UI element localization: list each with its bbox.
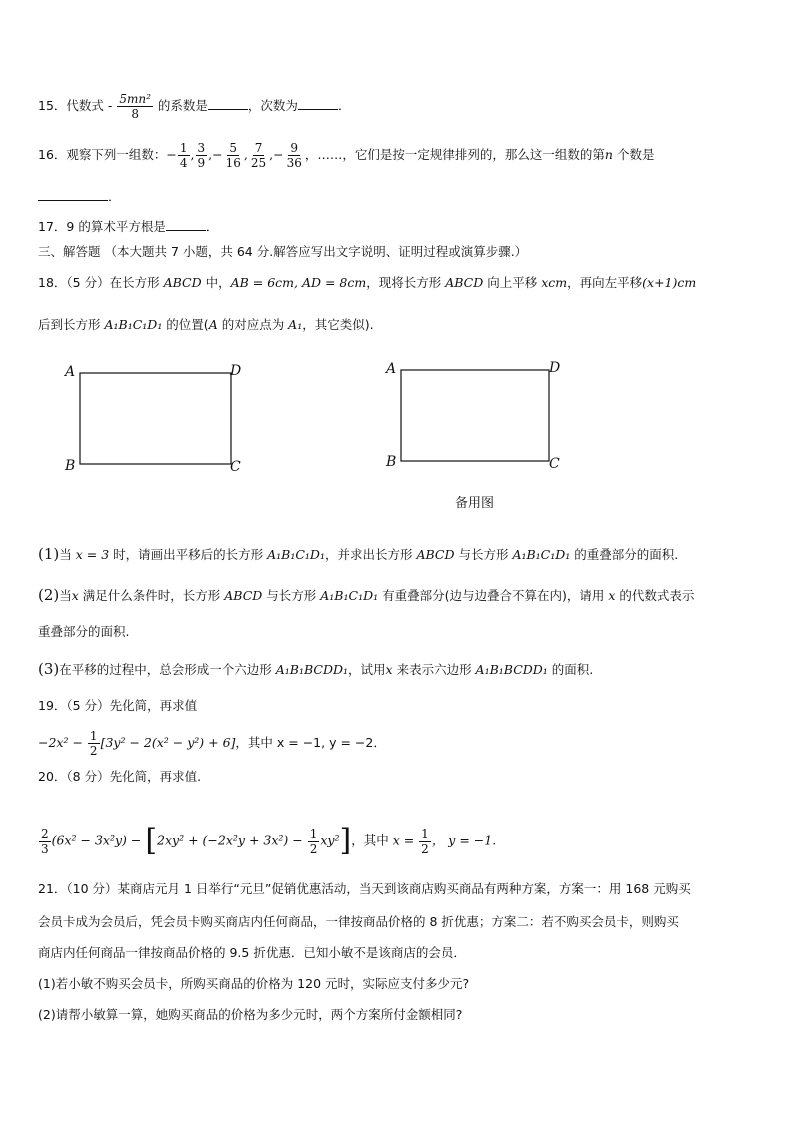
q20-x-value [419, 827, 431, 856]
sub2-text: 当 [59, 588, 72, 603]
question-19-expression [38, 729, 386, 758]
q20-minus: − [126, 832, 146, 848]
sub2-abcd: ABCD [224, 588, 263, 603]
sub1-text: 时，请画出平移后的长方形 [109, 547, 268, 562]
q19-condition: ，其中 x = −1, y = −2 [235, 735, 374, 750]
q15-fraction [117, 92, 153, 121]
q18-point-a1: A₁ [288, 317, 303, 332]
q18-abcd: ABCD [163, 275, 202, 290]
label-a: A [65, 364, 76, 380]
figure-caption: 备用图 [455, 496, 495, 511]
q15-prefix: 15．代数式 - [38, 98, 117, 113]
rectangle-figure-1 [60, 358, 260, 478]
q20-half-num: 1 [309, 826, 318, 841]
q16-n: n [604, 147, 613, 162]
q15-mid2: ，次数为 [247, 98, 298, 113]
q19-half-den: 2 [89, 744, 98, 758]
q18-xcm: xcm [541, 275, 568, 290]
label-a: A [386, 361, 397, 377]
sub3-text: 的面积. [547, 662, 594, 677]
sub3-number: (3) [38, 660, 60, 678]
sub1-condition: x = 3 [75, 547, 110, 562]
q20-coef-den: 3 [41, 841, 49, 856]
q18-sub2 [38, 586, 694, 605]
q19-expr-a: −2x² − [38, 735, 87, 750]
seq-frac-4 [285, 141, 304, 170]
question-20-title: 20．（8 分）先化简，再求值. [38, 769, 202, 784]
question-18-line2 [38, 316, 374, 334]
seq-den: 9 [197, 156, 206, 170]
question-16 [38, 141, 654, 170]
q18-text: 中， [201, 275, 231, 290]
sub1-abcd: ABCD [416, 547, 455, 562]
seq-den: 25 [250, 156, 267, 170]
question-20-expression [38, 823, 497, 858]
q15-blank-degree[interactable] [298, 97, 338, 110]
q15-frac-den: 8 [131, 107, 139, 121]
q19-half-num: 1 [89, 729, 98, 743]
sub3-x: x [385, 662, 393, 677]
q18-text: 后到长方形 [38, 317, 105, 332]
q15-mid: 的系数是 [153, 98, 208, 113]
q15-end: ． [337, 98, 351, 113]
q20-inner-c: xy² [320, 832, 340, 848]
q19-half [88, 729, 100, 758]
seq-frac-1 [196, 141, 208, 170]
q18-abcd: ABCD [445, 275, 484, 290]
rectangle-abcd [401, 370, 549, 461]
q16-suffix2: 个数是 [612, 147, 655, 162]
q20-part2: (−2x²y + 3x²) [202, 832, 289, 848]
q20-inner-b: − [288, 832, 307, 848]
q18-text: 的对应点为 [217, 317, 289, 332]
q18-text: ，再向左平移 [567, 275, 643, 290]
q18-equation: AB = 6cm, AD = 8cm [230, 275, 367, 290]
question-21-line1: 21．（10 分）某商店元月 1 日举行“元旦”促销优惠活动，当天到该商店购买商品有两种方案，方案一：用 168 元购买 [38, 881, 691, 896]
q20-x: x = [392, 832, 419, 848]
q15-blank-coefficient[interactable] [208, 97, 248, 110]
q18-shift: (x+1)cm [642, 275, 697, 290]
seq-sign-0: − [166, 147, 177, 162]
section-heading: 三、解答题 （本大题共 7 小题，共 64 分.解答应写出文字说明、证明过程或演算步骤.） [38, 244, 528, 259]
label-b: B [65, 458, 76, 474]
seq-sign-1: , [190, 147, 195, 162]
question-17 [38, 218, 218, 236]
q17-blank[interactable] [166, 218, 206, 231]
seq-den: 16 [225, 156, 241, 170]
q16-prefix: 16．观察下列一组数： [38, 147, 167, 162]
q20-y: ， y = −1. [431, 832, 497, 848]
question-21-line2: 会员卡成为会员后，凭会员卡购买商店内任何商品，一律按商品价格的 8 折优惠；方案二：若不购买会员卡，则购买 [38, 914, 679, 929]
sub2-text: 的代数式表示 [615, 588, 695, 603]
sub3-text: 来表示六边形 [392, 662, 476, 677]
seq-num: 1 [179, 141, 188, 155]
label-b: B [386, 454, 397, 470]
q16-blank[interactable] [38, 188, 108, 201]
seq-sign-4: ,− [269, 147, 284, 162]
question-15 [38, 92, 350, 121]
sub3-text: ，试用 [348, 662, 386, 677]
seq-den: 36 [286, 156, 302, 170]
q20-left-bracket: [ [145, 823, 158, 858]
sub2-x: x [71, 588, 79, 603]
q20-coef-num: 2 [41, 826, 49, 841]
question-16-answer-line [38, 188, 121, 206]
q20-right-bracket: ] [339, 823, 352, 858]
q19-expr-b: [3y² − 2(x² − y²) + 6] [100, 735, 236, 750]
q20-part1: (6x² − 3x²y) [51, 832, 127, 848]
question-21-sub1: (1)若小敏不购买会员卡，所购买商品的价格为 120 元时，实际应支付多少元? [38, 976, 470, 991]
rectangle-figure-2 [380, 356, 580, 476]
seq-sign-2: ,− [208, 147, 223, 162]
q18-sub1 [38, 545, 678, 564]
q18-text: 的位置( [162, 317, 209, 332]
sub1-a1b1c1d1: A₁B₁C₁D₁ [512, 547, 571, 562]
label-d: D [549, 360, 561, 376]
sub2-text: 满足什么条件时，长方形 [78, 588, 225, 603]
sub3-text: 在平移的过程中，总会形成一个六边形 [59, 662, 276, 677]
seq-num: 3 [197, 141, 206, 155]
seq-frac-3 [249, 141, 268, 170]
sub1-number: (1) [38, 545, 60, 563]
rectangle-abcd [80, 373, 231, 464]
q18-text: 向上平移 [483, 275, 542, 290]
sub2-x: x [608, 588, 616, 603]
sub1-a1b1c1d1: A₁B₁C₁D₁ [267, 547, 325, 562]
seq-num: 5 [229, 141, 238, 155]
sub2-a1b1c1d1: A₁B₁C₁D₁ [320, 588, 379, 603]
q16-suffix: ，……，它们是按一定规律排列的，那么这一组数的第 [304, 147, 605, 162]
sub2-text: 有重叠部分(边与边叠合不算在内)，请用 [378, 588, 609, 603]
label-d: D [230, 363, 242, 379]
label-c: C [549, 456, 560, 472]
q18-text: 18．（5 分）在长方形 [38, 275, 164, 290]
q18-sub2-line2: 重叠部分的面积. [38, 624, 130, 639]
q18-a1b1c1d1: A₁B₁C₁D₁ [104, 317, 163, 332]
q17-text: 17．9 的算术平方根是 [38, 219, 166, 234]
sub1-text: 当 [59, 547, 76, 562]
q18-text: ，现将长方形 [366, 275, 446, 290]
question-21-sub2: (2)请帮小敏算一算，她购买商品的价格为多少元时，两个方案所付金额相同? [38, 1007, 463, 1022]
q20-x-den: 2 [421, 841, 429, 856]
question-21-line3: 商店内任何商品一律按商品价格的 9.5 折优惠．已知小敏不是该商店的会员． [38, 945, 466, 960]
sub2-number: (2) [38, 586, 60, 604]
seq-frac-0 [178, 141, 190, 170]
label-c: C [230, 459, 241, 475]
seq-frac-2 [224, 141, 243, 170]
q20-inner-a: 2xy² + [157, 832, 203, 848]
q19-end: ． [373, 735, 386, 750]
q18-sub3 [38, 660, 593, 679]
seq-num: 7 [254, 141, 263, 155]
seq-den: 4 [179, 156, 188, 170]
seq-sign-3: , [243, 147, 248, 162]
sub3-hexagon: A₁B₁BCDD₁ [275, 662, 349, 677]
question-19-title: 19．（5 分）先化简，再求值 [38, 698, 198, 713]
q20-x-num: 1 [421, 826, 429, 841]
q20-condition: ，其中 [351, 832, 393, 848]
q18-text: ，其它类似). [302, 317, 374, 332]
sub2-text: 与长方形 [262, 588, 321, 603]
q17-end: ． [205, 219, 219, 234]
sub3-hexagon: A₁B₁BCDD₁ [475, 662, 548, 677]
q20-half [308, 827, 320, 856]
q20-half-den: 2 [309, 841, 318, 856]
q20-coef [39, 827, 51, 856]
seq-num: 9 [290, 141, 299, 155]
question-18-line1 [38, 274, 696, 292]
sub1-text: ，并求出长方形 [324, 547, 417, 562]
sub1-text: 的重叠部分的面积. [570, 547, 679, 562]
q15-frac-num: 5mn² [119, 92, 151, 106]
q18-point-a: A [208, 317, 218, 332]
q16-end: ． [108, 189, 121, 204]
sub1-text: 与长方形 [454, 547, 513, 562]
